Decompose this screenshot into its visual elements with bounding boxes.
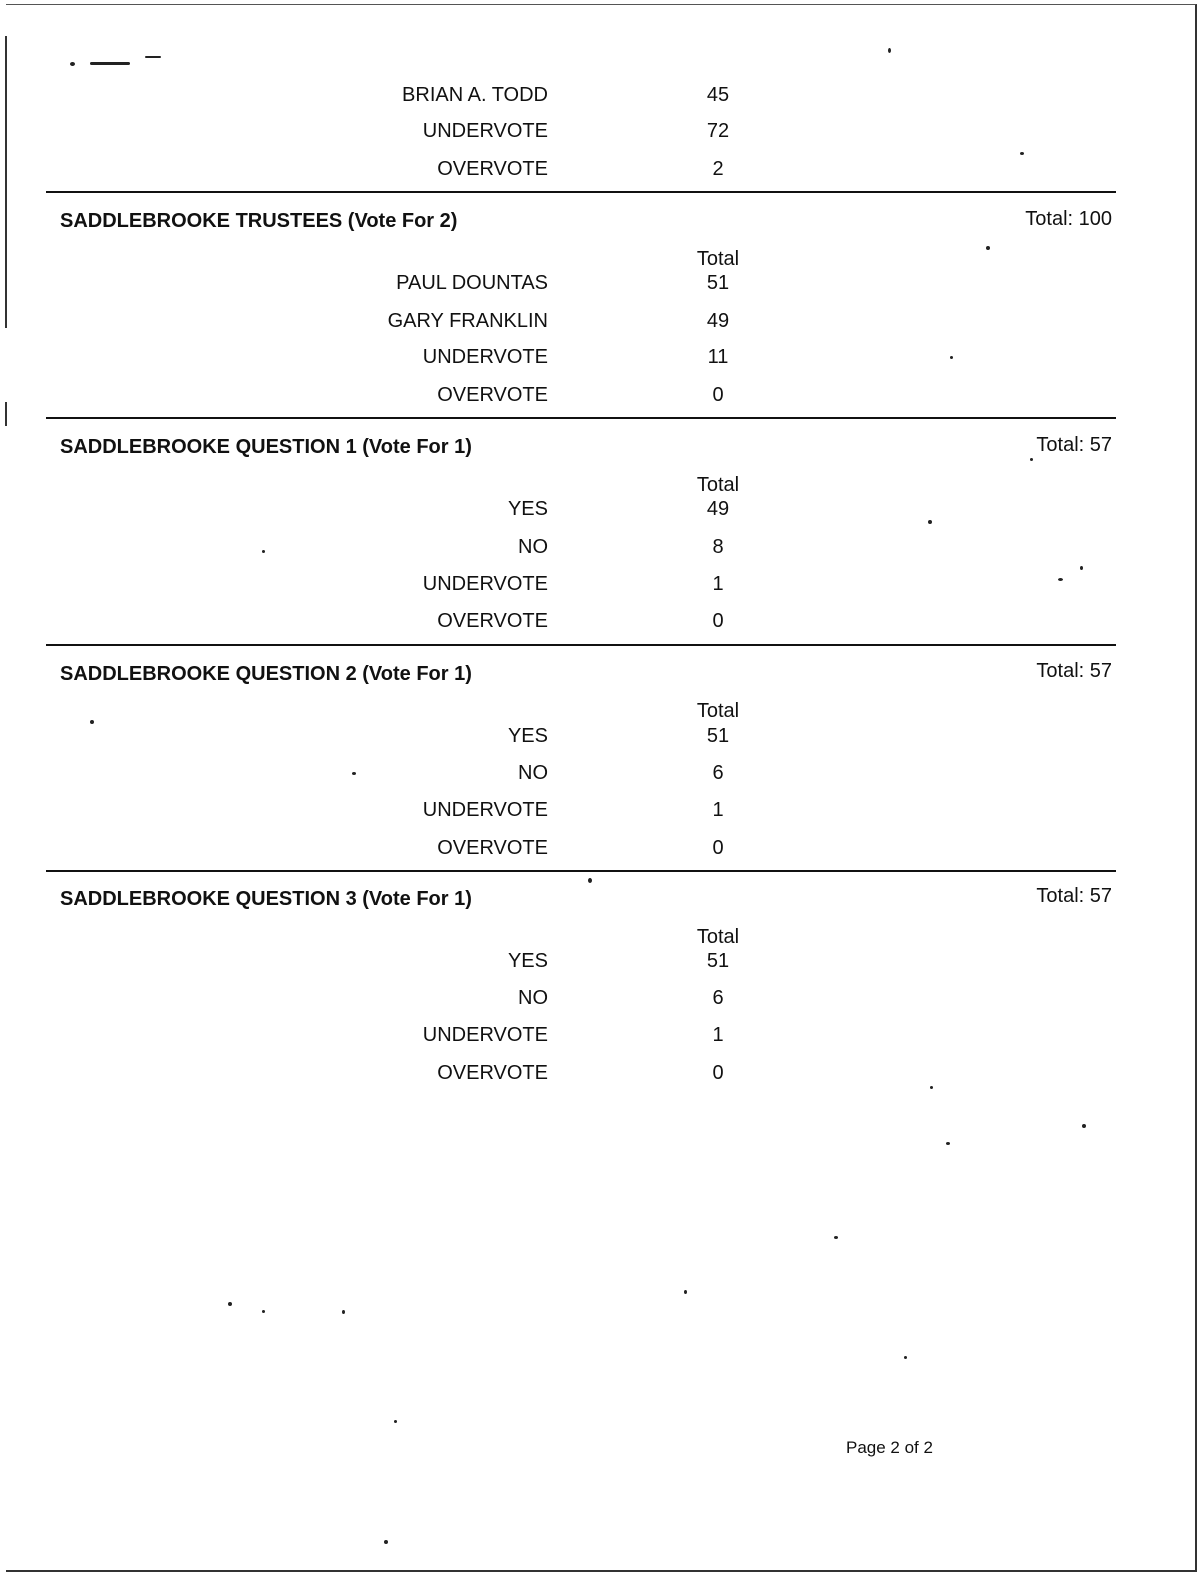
scan-speck [930,1086,933,1089]
choice-count: 1 [712,1024,724,1046]
scan-speck [946,1142,950,1145]
scan-speck [1030,458,1033,461]
contest-title: SADDLEBROOKE QUESTION 2 (Vote For 1) [60,663,472,685]
choice-count: 51 [706,272,730,294]
choice-label: GARY FRANKLIN [387,310,548,332]
result-row [130,80,548,110]
scan-speck [228,1302,232,1306]
choice-count: 45 [706,84,730,106]
result-row [130,494,548,524]
choice-label: UNDERVOTE [422,799,548,821]
column-header: Total [696,248,740,270]
choice-label: OVERVOTE [437,610,548,632]
result-row [130,946,548,976]
scan-speck [70,62,75,66]
choice-label: NO [518,536,548,558]
choice-label: OVERVOTE [437,1062,548,1084]
scan-speck [950,356,953,359]
contest-total: Total: 57 [1036,434,1112,456]
choice-count: 2 [712,158,724,180]
scan-speck [262,1310,265,1313]
choice-label: OVERVOTE [437,837,548,859]
result-row [130,758,548,788]
scan-speck [1080,566,1083,570]
result-row [130,721,548,751]
result-row [130,1058,548,1088]
section-divider [46,644,1116,646]
choice-count: 51 [706,950,730,972]
result-row [130,983,548,1013]
result-row [130,1020,548,1050]
choice-count: 11 [707,346,729,368]
choice-label: UNDERVOTE [422,1024,548,1046]
scan-speck [684,1290,687,1294]
section-divider [46,417,1116,419]
choice-count: 1 [712,799,724,821]
choice-label: PAUL DOUNTAS [396,272,548,294]
choice-label: YES [507,725,548,747]
result-row [130,154,548,184]
column-header: Total [696,474,740,496]
result-row [130,532,548,562]
choice-label: OVERVOTE [437,158,548,180]
page-number: Page 2 of 2 [846,1438,933,1457]
section-divider [46,191,1116,193]
choice-label: UNDERVOTE [422,120,548,142]
contest-title: SADDLEBROOKE QUESTION 1 (Vote For 1) [60,436,472,458]
choice-label: UNDERVOTE [422,346,548,368]
choice-count: 6 [712,987,724,1009]
choice-count: 1 [712,573,724,595]
choice-label: YES [507,498,548,520]
scan-speck [90,62,130,65]
choice-count: 6 [712,762,724,784]
scan-speck [904,1356,907,1359]
scan-speck [384,1540,388,1544]
contest-title: SADDLEBROOKE QUESTION 3 (Vote For 1) [60,888,472,910]
column-header: Total [696,926,740,948]
choice-count: 0 [712,837,724,859]
scan-speck [1020,152,1024,155]
result-row [130,606,548,636]
scan-speck [394,1420,397,1423]
scan-speck [986,246,990,250]
scan-edge-mark [5,402,7,426]
scan-speck [90,720,94,724]
scan-speck [342,1310,345,1314]
choice-count: 0 [712,610,724,632]
choice-label: NO [518,762,548,784]
choice-count: 8 [712,536,724,558]
choice-label: UNDERVOTE [422,573,548,595]
result-row [130,306,548,336]
choice-label: YES [507,950,548,972]
result-row [130,380,548,410]
scan-edge-mark [5,36,7,328]
choice-count: 0 [712,1062,724,1084]
column-header: Total [696,700,740,722]
scan-speck [928,520,932,524]
result-row [130,569,548,599]
page-border [6,4,1197,1572]
choice-count: 49 [706,498,730,520]
scan-speck [145,56,161,58]
section-divider [46,870,1116,872]
result-row [130,795,548,825]
choice-label: OVERVOTE [437,384,548,406]
contest-total: Total: 57 [1036,660,1112,682]
contest-title: SADDLEBROOKE TRUSTEES (Vote For 2) [60,210,458,232]
result-row [130,833,548,863]
scan-speck [834,1236,838,1239]
contest-total: Total: 57 [1036,885,1112,907]
result-row [130,116,548,146]
choice-count: 51 [706,725,730,747]
result-row [130,342,548,372]
choice-count: 49 [706,310,730,332]
result-row [130,268,548,298]
scan-speck [1082,1124,1086,1128]
choice-label: NO [518,987,548,1009]
scan-speck [588,878,592,883]
choice-count: 0 [712,384,724,406]
contest-total: Total: 100 [1025,208,1112,230]
scan-speck [888,48,891,53]
choice-label: BRIAN A. TODD [402,84,548,106]
scan-speck [1058,578,1063,581]
choice-count: 72 [706,120,730,142]
